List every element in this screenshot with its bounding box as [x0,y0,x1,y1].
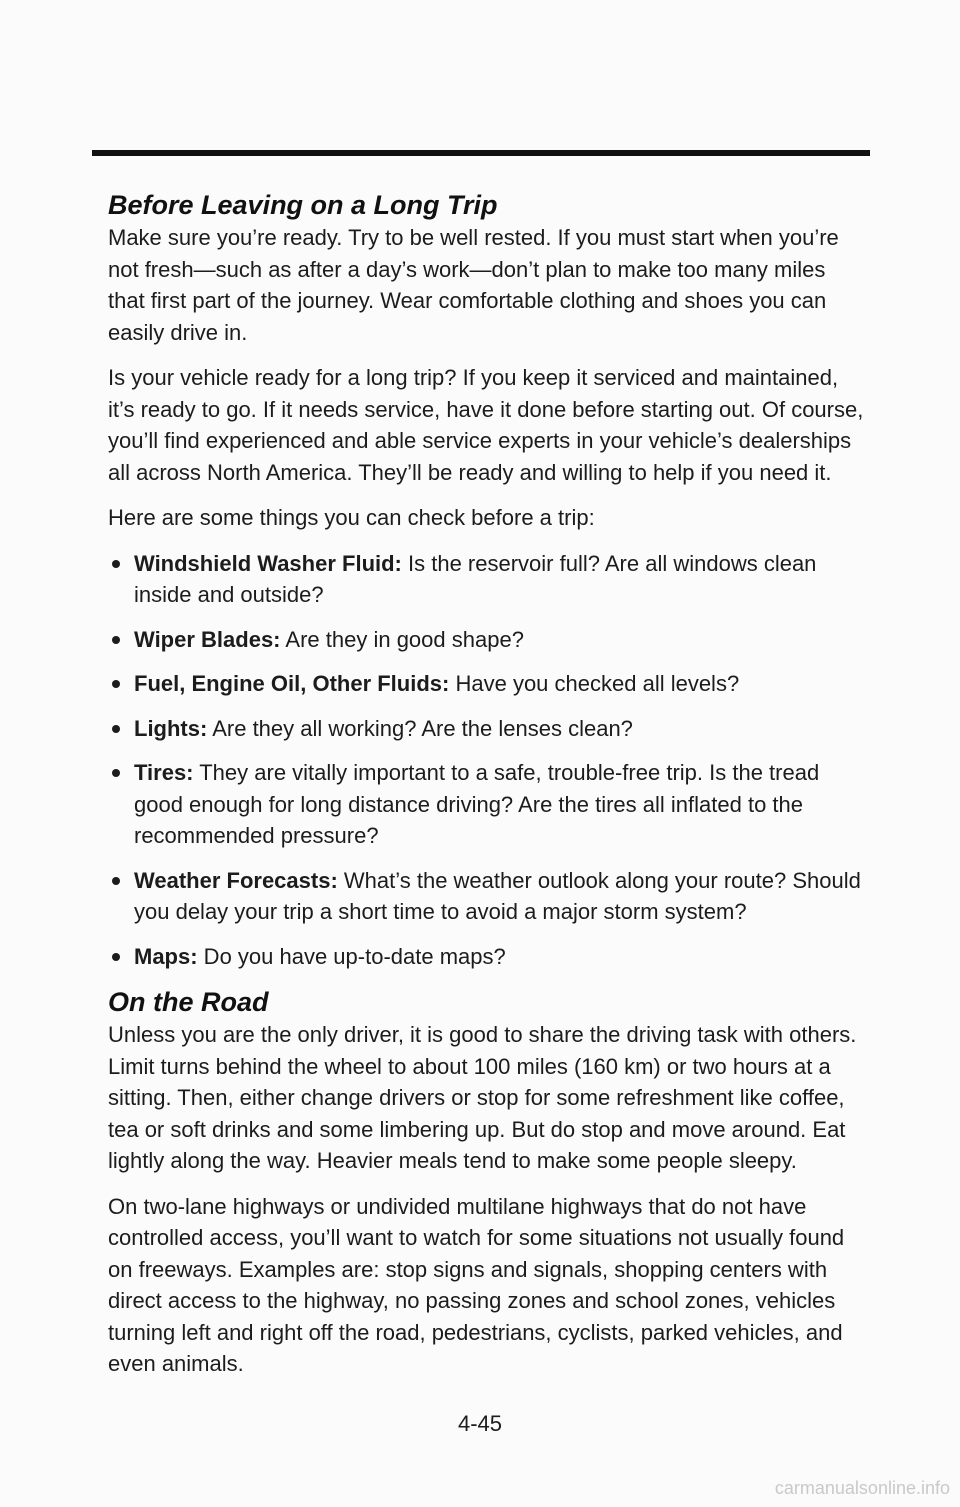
item-text: Is the reservoir full? Are all windows clean inside and outside? [134,550,817,607]
page-content [108,188,868,1394]
bullet-icon [112,953,120,961]
page-number: 4-45 [457,1411,503,1436]
item-text: Are they in good shape? [280,626,524,652]
bullet-icon [112,680,120,688]
item-text: Are they all working? Are the lenses clean? [207,715,633,741]
list-item [108,865,868,928]
list-item [108,624,868,656]
item-label: Windshield Washer Fluid: [134,550,402,576]
item-label: Tires: [134,760,194,785]
list-item [108,713,868,745]
bullet-icon [112,877,120,885]
item-text: They are vitally important to a safe, trouble-free trip. Is the tread good enough for long distance driving? Are the tires all inflated to the recommended pressure? [134,760,820,848]
paragraph-share-driving: Unless you are the only driver, it is good to share the driving task with others. Limit turns behind the wheel to about 100 miles (160 km) or two hours at a sitting. Then, either change drivers or stop for some refreshment like coffee, tea or soft drinks and some limbering up. But do stop and move around. Eat lightly along the way. Heavier meals tend to make some people sleepy. [108,1022,857,1173]
bullet-icon [112,769,120,777]
item-label: Maps: [134,943,198,969]
bullet-icon [112,636,120,644]
section-heading-long-trip: Before Leaving on a Long Trip [108,190,498,220]
bullet-icon [112,725,120,733]
paragraph-be-ready: Make sure you’re ready. Try to be well rested. If you must start when you’re not fresh—such as after a day’s work—don’t plan to make too many miles that first part of the journey. Wear comfortable clothing and shoes you can easily drive in. [108,225,839,345]
paragraph-highway-situations: On two-lane highways or undivided multilane highways that do not have controlled access, you’ll want to watch for some situations not usually found on freeways. Examples are: stop signs and signals, shopping centers with direct access to the highway, no passing zones and school zones, vehicles turning left and right off the road, pedestrians, cyclists, parked vehicles, and even animals. [108,1193,845,1376]
item-label: Weather Forecasts: [134,867,338,893]
item-label: Lights: [134,715,208,741]
list-item [108,548,868,611]
list-item [108,757,868,852]
header-rule [92,150,870,156]
item-text: What’s the weather outlook along your route? Should you delay your trip a short time to avoid a major storm system? [134,867,861,924]
list-item [108,941,868,973]
item-label: Fuel, Engine Oil, Other Fluids: [134,671,450,696]
item-text: Have you checked all levels? [449,671,740,696]
list-item [108,668,868,700]
trip-checklist [108,548,868,973]
bullet-icon [112,560,120,568]
section-heading-on-the-road: On the Road [108,987,269,1017]
item-label: Wiper Blades: [134,626,281,652]
paragraph-vehicle-ready: Is your vehicle ready for a long trip? If you keep it serviced and maintained, it’s ready to go. If it needs service, have it done before starting out. Of course, you’ll find experienced and able service experts in your vehicle’s dealerships all across North America. They’ll be ready and willing to help if you need it. [108,365,864,485]
item-text: Do you have up-to-date maps? [197,943,506,969]
site-watermark: carmanualsonline.info [774,1478,950,1498]
paragraph-checklist-intro: Here are some things you can check before a trip: [108,505,595,530]
